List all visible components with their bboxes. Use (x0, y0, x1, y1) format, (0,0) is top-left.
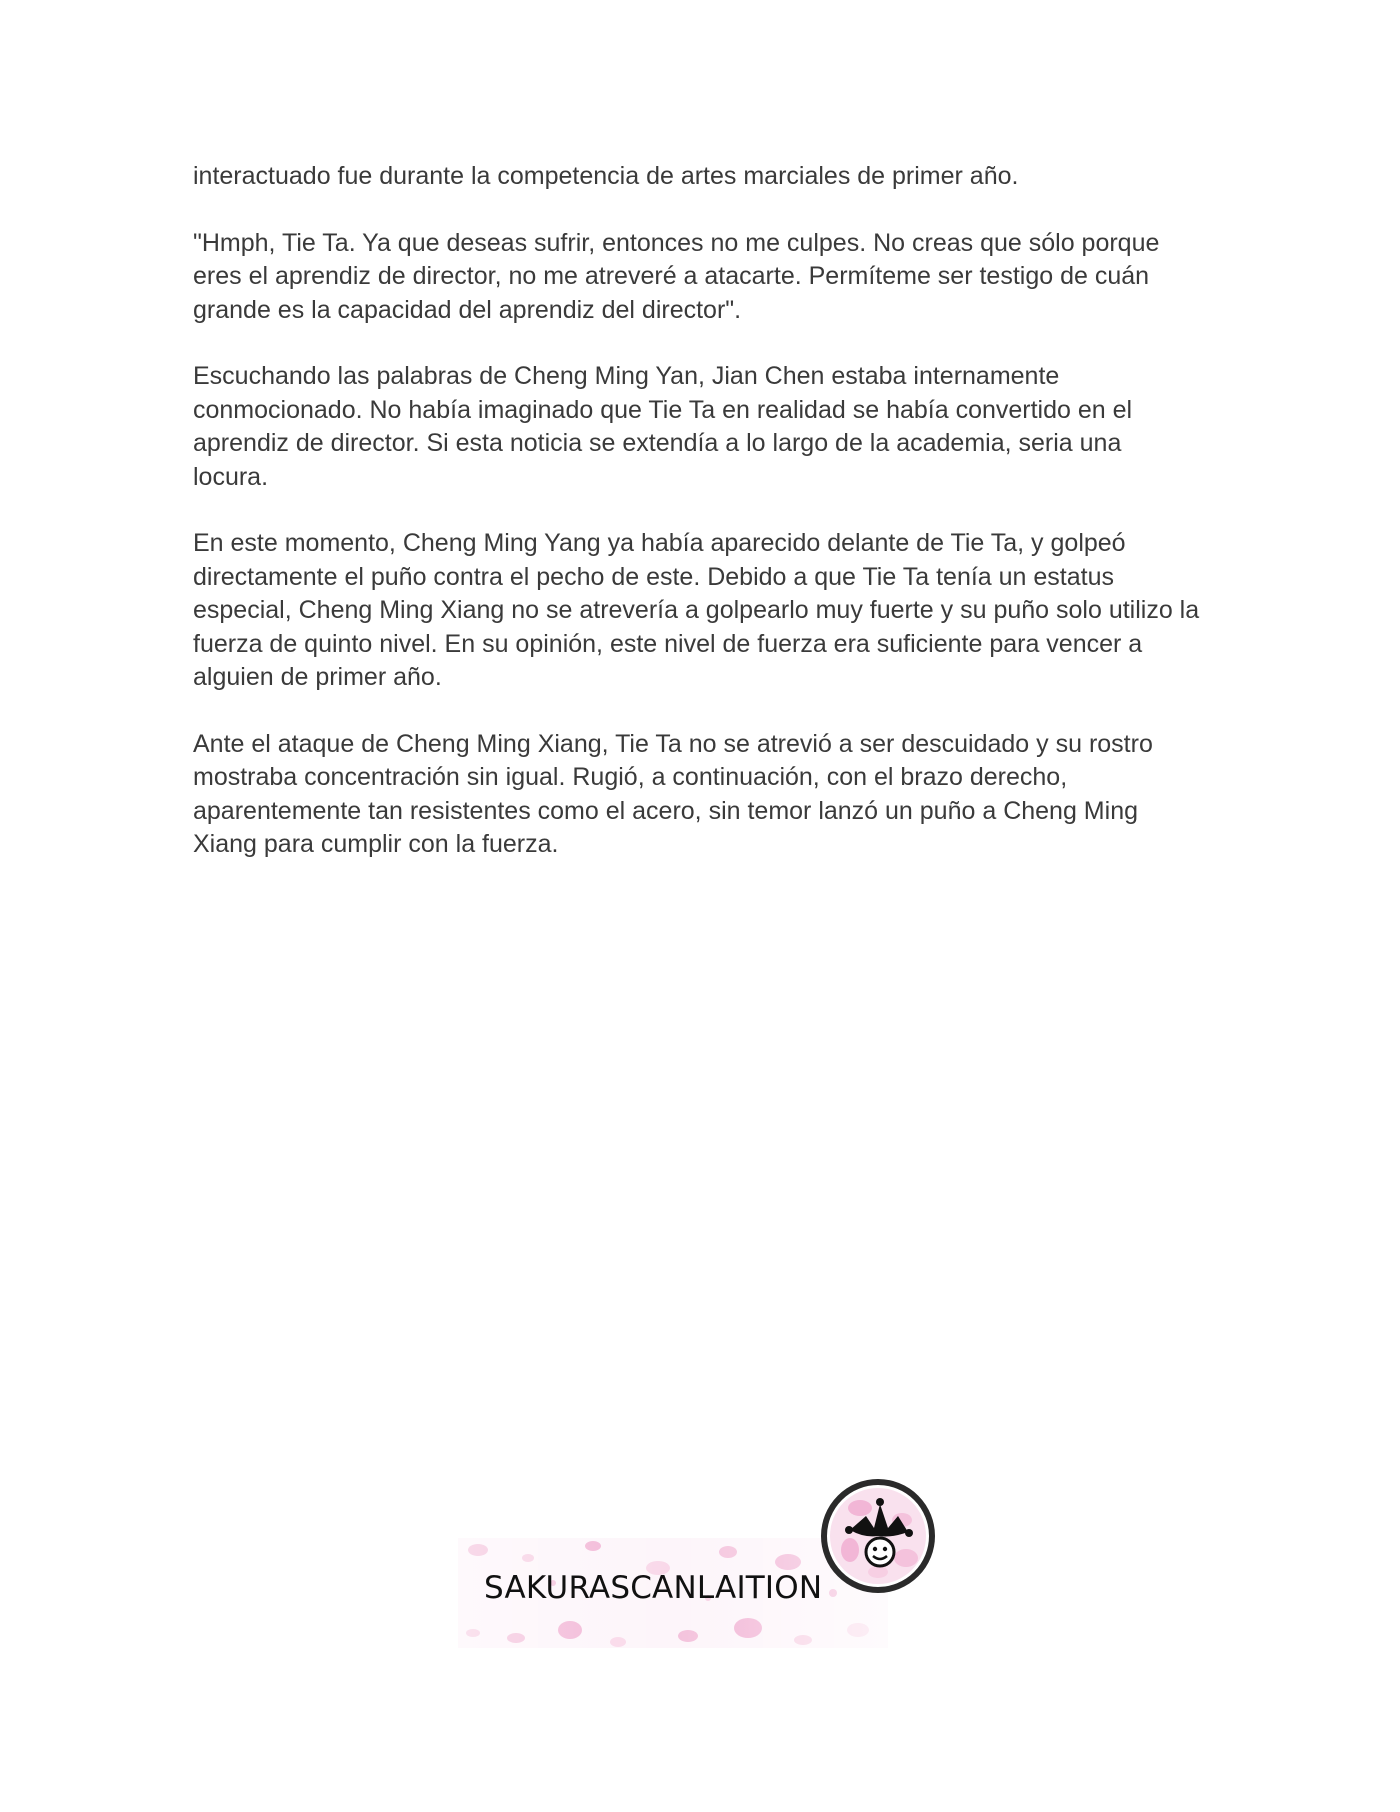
document-body (193, 160, 1203, 895)
paragraph: interactuado fue durante la competencia de artes marciales de primer año. (193, 162, 1019, 190)
jester-hat-logo-icon (820, 1478, 936, 1594)
paragraph: "Hmph, Tie Ta. Ya que deseas sufrir, entonces no me culpes. No creas que sólo porque eres el aprendiz de director, no me atreveré a atacarte. Permíteme ser testigo de cuán grande es la capacidad del aprendiz del director". (193, 228, 1160, 324)
scanlation-watermark (458, 1478, 938, 1656)
watermark-text: SAKURASCANLAITION (484, 1570, 823, 1606)
paragraph: Ante el ataque de Cheng Ming Xiang, Tie Ta no se atrevió a ser descuidado y su rostro mostraba concentración sin igual. Rugió, a continuación, con el brazo derecho, aparentemente tan resistentes como el acero, sin temor lanzó un puño a Cheng Ming Xiang para cumplir con la fuerza. (193, 729, 1153, 858)
paragraph: En este momento, Cheng Ming Yang ya había aparecido delante de Tie Ta, y golpeó directamente el puño contra el pecho de este. Debido a que Tie Ta tenía un estatus especial, Cheng Ming Xiang no se atrevería a golpearlo muy fuerte y su puño solo utilizo la fuerza de quinto nivel. En su opinión, este nivel de fuerza era suficiente para vencer a alguien de primer año. (193, 529, 1200, 691)
paragraph: Escuchando las palabras de Cheng Ming Yan, Jian Chen estaba internamente conmocionado. No había imaginado que Tie Ta en realidad se había convertido en el aprendiz de director. Si esta noticia se extendía a lo largo de la academia, seria una locura. (193, 362, 1133, 491)
